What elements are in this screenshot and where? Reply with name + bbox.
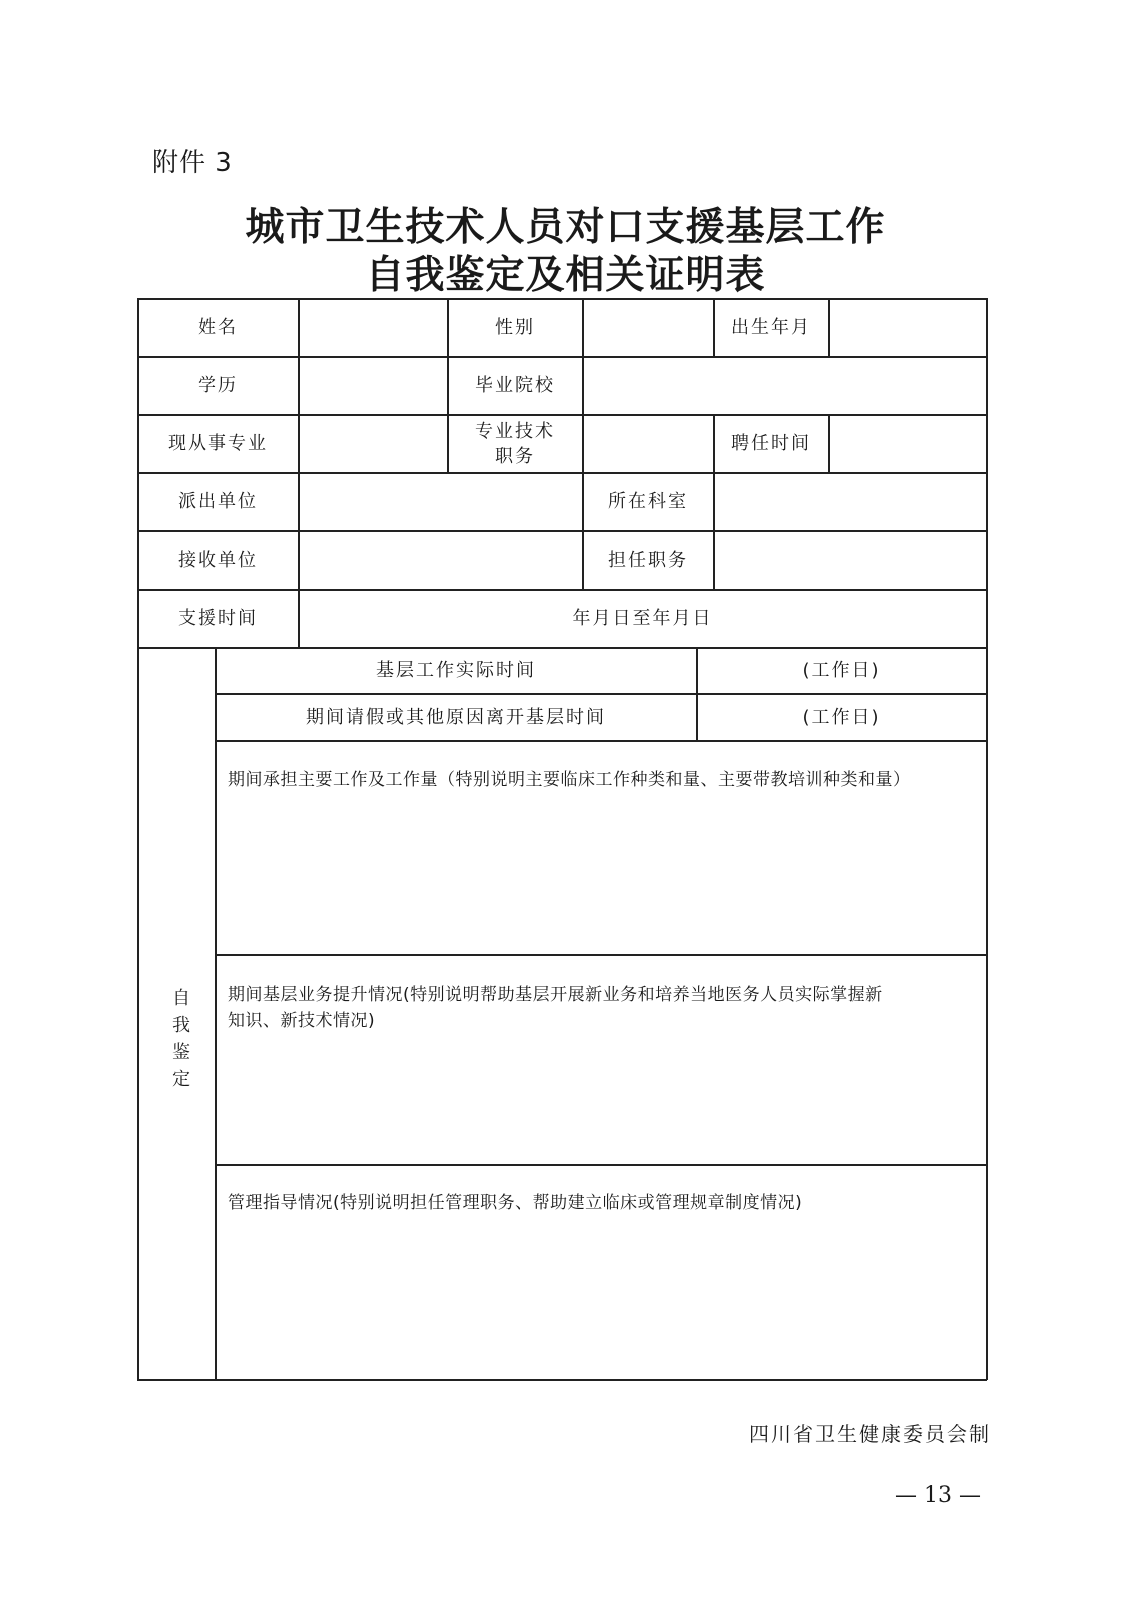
attachment-label: 附件 3 xyxy=(152,148,233,178)
name-field[interactable] xyxy=(299,299,447,356)
management-guidance-prompt: 管理指导情况(特别说明担任管理职务、帮助建立临床或管理规章制度情况) xyxy=(228,1193,803,1213)
business-improvement-prompt xyxy=(228,982,978,1034)
hire-field[interactable] xyxy=(829,415,986,472)
school-label: 毕业院校 xyxy=(475,375,555,396)
business-improvement-line1: 期间基层业务提升情况(特别说明帮助基层开展新业务和培养当地医务人员实际掌握新 xyxy=(228,985,883,1005)
actual-time-unit[interactable]: (工作日) xyxy=(802,660,881,681)
receiving-label: 接收单位 xyxy=(178,549,258,571)
leave-time-unit[interactable]: (工作日) xyxy=(802,706,881,728)
department-field[interactable] xyxy=(714,473,986,530)
major-label: 现从事专业 xyxy=(168,433,268,454)
birth-field[interactable] xyxy=(829,299,986,356)
education-field[interactable] xyxy=(299,357,447,414)
tech-title-field[interactable] xyxy=(583,415,713,472)
business-improvement-line2: 知识、新技术情况) xyxy=(228,1011,376,1031)
main-work-prompt: 期间承担主要工作及工作量（特别说明主要临床工作种类和量、主要带教培训种类和量） xyxy=(228,770,911,790)
school-field[interactable] xyxy=(583,357,986,414)
grid-line xyxy=(215,1164,987,1166)
dispatch-field[interactable] xyxy=(299,473,582,530)
position-field[interactable] xyxy=(714,531,986,589)
self-eval-label xyxy=(168,985,194,1093)
grid-line xyxy=(986,298,988,1380)
tech-title-label-line2: 职务 xyxy=(495,445,535,467)
title-line-1: 城市卫生技术人员对口支援基层工作 xyxy=(245,204,886,250)
tech-title-label-line1: 专业技术 xyxy=(475,420,555,442)
self-eval-label-text: 自我鉴定 xyxy=(172,988,190,1090)
name-label: 姓名 xyxy=(198,317,238,338)
support-time-value[interactable]: 年月日至年月日 xyxy=(572,608,713,629)
actual-time-label: 基层工作实际时间 xyxy=(376,660,536,681)
gender-field[interactable] xyxy=(583,299,713,356)
grid-line xyxy=(215,647,217,1380)
title-line-2: 自我鉴定及相关证明表 xyxy=(365,252,766,298)
position-label: 担任职务 xyxy=(608,549,688,571)
dispatch-label: 派出单位 xyxy=(178,491,258,512)
tech-title-label xyxy=(448,415,582,472)
receiving-field[interactable] xyxy=(299,531,582,589)
support-time-label: 支援时间 xyxy=(178,608,258,629)
education-label: 学历 xyxy=(198,375,238,396)
issuer-footer: 四川省卫生健康委员会制 xyxy=(749,1422,991,1446)
leave-time-label: 期间请假或其他原因离开基层时间 xyxy=(306,706,606,728)
grid-line xyxy=(137,1379,987,1381)
department-label: 所在科室 xyxy=(608,491,688,512)
birth-label: 出生年月 xyxy=(731,317,811,338)
major-field[interactable] xyxy=(299,415,447,472)
gender-label: 性别 xyxy=(495,317,535,338)
grid-line xyxy=(215,740,987,742)
page-number: — 13 — xyxy=(895,1483,981,1508)
grid-line xyxy=(215,954,987,956)
hire-label: 聘任时间 xyxy=(731,433,811,454)
